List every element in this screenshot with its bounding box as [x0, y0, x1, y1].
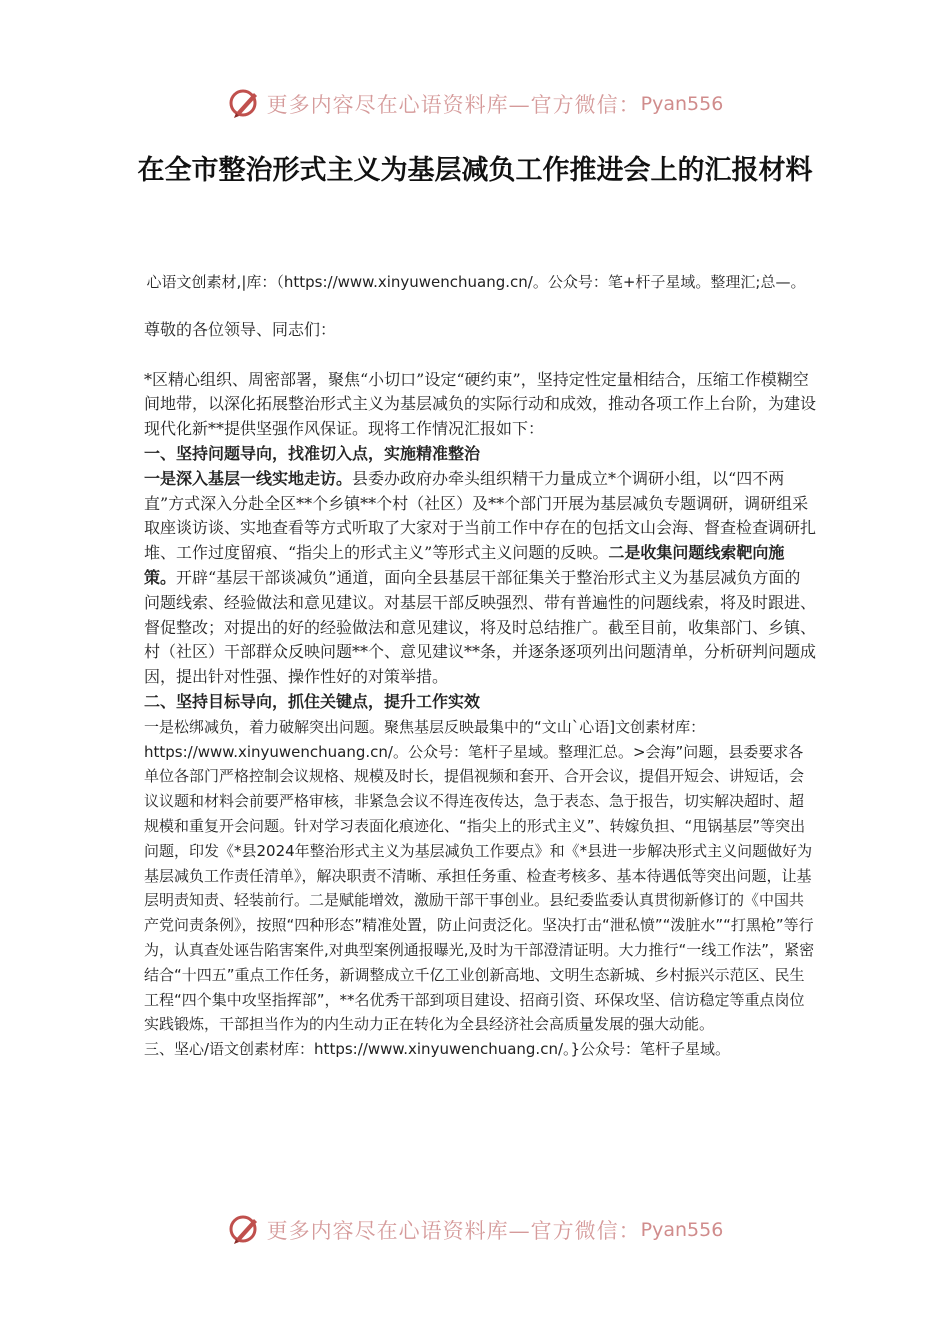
banner-text: 更多内容尽在心语资料库—官方微信： — [266, 93, 641, 117]
s1-p1-body: 县委办政府办牵头组织精干力量成立*个调研小组，以“四不两直”方式深入分赴全区**个乡镇**个村（社区）及**个部门开展为基层减负专题调研，调研组采取座谈访谈、实地查看等方式听取了大家对于当前工作中存在的包括文山会海、督查检查调研扎堆、工作过度留痕、“指尖上的形式主义”等形式主义问题的反映。 — [144, 468, 817, 563]
footer-banner — [0, 1206, 950, 1254]
s1-p2-body: 开辟“基层干部谈减负”通道，面向全县基层干部征集关于整治形式主义为基层减负方面的问题线索、经验做法和意见建议。对基层干部反映强烈、带有普遍性的问题线索，将及时跟进、督促整改；对提出的好的经验做法和意见建议，将及时总结推广。截至目前，收集部门、乡镇、村（社区）干部群众反映问题**个、意见建议**条，并逐条逐项列出问题清单，分析研判问题成因，提出针对性强、操作性好的对策举措。 — [144, 567, 817, 687]
section-2-heading: 二、坚持目标导向，抓住关键点，提升工作实效 — [144, 691, 481, 711]
banner-wechat-id: Pyan556 — [640, 93, 724, 115]
s1-p1-lead: 一是深入基层一线实地走访。 — [144, 468, 353, 488]
section-3-partial: 三、坚心/语文创素材库：https://www.xinyuwenchuang.cn/。}公众号：笔杆子星域。 — [144, 1040, 731, 1059]
pen-logo-icon — [227, 1212, 263, 1248]
section-2-paragraph: 一是松绑减负，着力破解突出问题。聚焦基层反映最集中的“文山`心语]文创素材库：https://www.xinyuwenchuang.cn/。公众号：笔杆子星域。整理汇总。>会海”问题，县委要求各单位各部门严格控制会议规格、规模及时长，提倡视频和套开、合开会议，提倡开短会、讲短话，会议议题和材料会前要严格审核，非紧急会议不得连夜传达，急于表态、急于报告，切实解决超时、超规模和重复开会问题。针对学习表面化痕迹化、“指尖上的形式主义”、转嫁负担、“甩锅基层”等突出问题，印发《*县2024年整治形式主义为基层减负工作要点》和《*县进一步解决形式主义问题做好为基层减负工作责任清单》，解决职责不清晰、承担任务重、检查考核多、基本待遇低等突出问题，让基层明责知责、轻装前行。二是赋能增效，激励干部干事创业。县纪委监委认真贯彻新修订的《中国共产党问责条例》，按照“四种形态”精准处置，防止问责泛化。坚决打击“泄私愤”“泼脏水”“打黑枪”等行为，认真查处诬告陷害案件,对典型案例通报曝光,及时为干部澄清证明。大力推行“一线工作法”，紧密结合“十四五”重点工作任务，新调整成立千亿工业创新高地、文明生态新城、乡村振兴示范区、民生工程“四个集中攻坚指挥部”，**名优秀干部到项目建设、招商引资、环保攻坚、信访稳定等重点岗位实践锻炼，干部担当作为的内生动力正在转化为全县经济社会高质量发展的强大动能。 — [144, 717, 815, 1034]
header-banner — [0, 80, 950, 128]
document-body — [144, 318, 816, 1062]
pen-logo-icon — [227, 86, 263, 122]
banner-text: 更多内容尽在心语资料库—官方微信： — [266, 1219, 641, 1243]
section-1-heading: 一、坚持问题导向，找准切入点，实施精准整治 — [144, 443, 481, 463]
s1-p2-lead: 二是收集问题线索靶向施策。 — [144, 543, 785, 587]
intro-paragraph: *区精心组织、周密部署，聚焦“小切口”设定“硬约束”，坚持定性定量相结合，压缩工作模糊空间地带，以深化拓展整治形式主义为基层减负的实际行动和成效，推动各项工作上台阶，为建设现代化新**提供坚强作风保证。现将工作情况汇报如下： — [144, 369, 817, 439]
salutation: 尊敬的各位领导、同志们： — [144, 320, 337, 339]
section-1-paragraph — [144, 467, 816, 690]
banner-wechat-id: Pyan556 — [640, 1219, 724, 1241]
document-title: 在全市整治形式主义为基层减负工作推进会上的汇报材料 — [137, 155, 813, 186]
source-note: 心语文创素材,|库：（https://www.xinyuwenchuang.cn/。公众号：笔+杆子星域。整理汇;总—。 — [146, 273, 806, 291]
